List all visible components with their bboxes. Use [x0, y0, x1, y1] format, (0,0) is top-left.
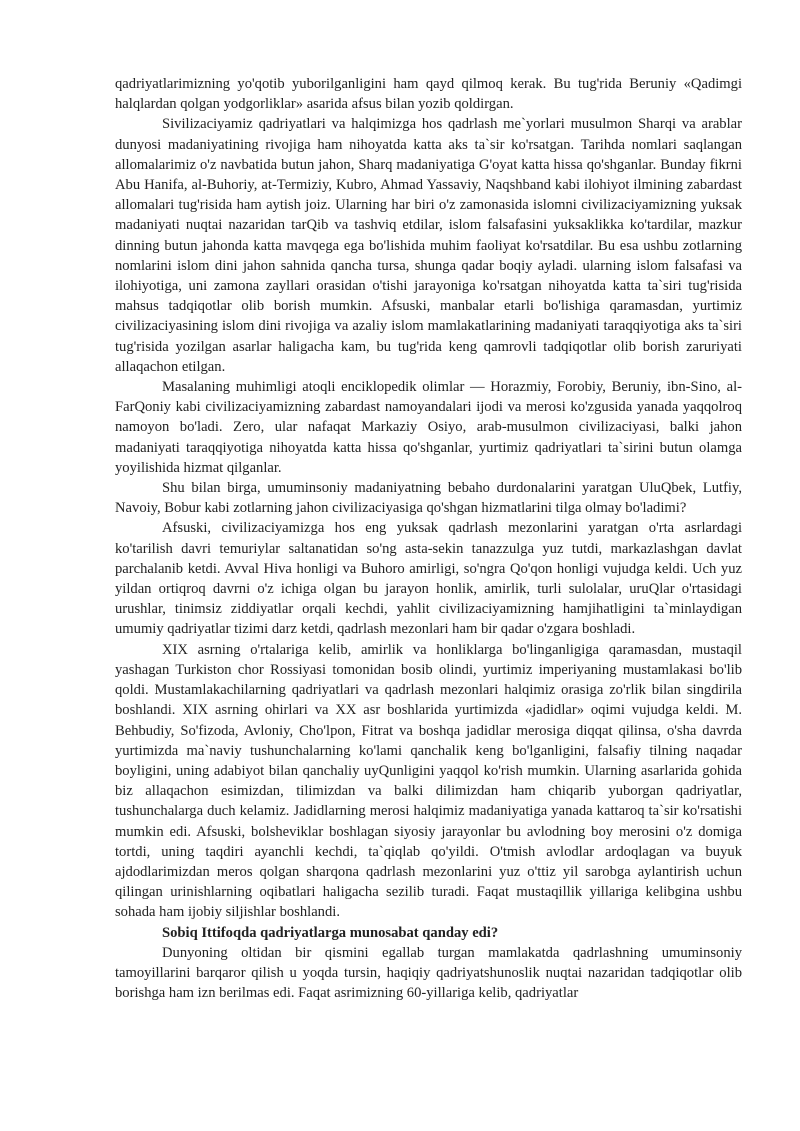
paragraph-colonial-period: XIX asrning o'rtalariga kelib, amirlik va honliklarga bo'linganligiga qaramasdan, mustaqil yashagan Turkiston chor Rossiyasi tomonidan bosib olindi, yurtimiz imperiyaning mustamlakasi bo'lib qoldi. Mustamlakachilarning qadriyatlari va qadrlash mezonlari halqimiz orasiga zo'rlik bilan singdirila boshlandi. XIX asrning ohirlari va XX asr boshlarida yurtimizda «jadidlar» oqimi vujudga keldi. M. Behbudiy, So'fizoda, Avloniy, Cho'lpon, Fitrat va boshqa jadidlar merosiga diqqat qilinsa, o'sha davrda yurtimizda ma`naviy tushunchalarning ko'lami qanchalik keng bo'lganligini, falsafiy tilning naqadar boyligini, uning adabiyot bilan qanchaliy uyQunligini yaqqol ko'rish mumkin. Ularning asarlarida gohida biz allaqachon esimizdan, tilimizdan va balki dilimizdan ham chiqarib yuborgan qadriyatlar, tushunchalarga duch kelamiz. Jadidlarning merosi halqimiz madaniyatiga yanada kattaroq ta`sir ko'rsatishi mumkin edi. Afsuski, bolsheviklar boshlagan siyosiy jarayonlar bu avlodning boy merosini o'z domiga tortdi, uning taqdiri ayanchli kechdi, ta`qiqlab qo'yildi. O'tmish avlodlar ardoqlagan va buyuk ajdodlarimizdan meros qolgan sharqona qadrlash mezonlarini yuz o'ttiz yil sarobga aylantirish uchun qilingan urinishlarning oqibatlari haligacha sezilib turadi. Faqat mustaqillik yillariga kelibgina ushbu sohada ham ijobiy siljishlar boshlandi. [115, 641, 742, 921]
paragraph-civilization-values: Sivilizaciyamiz qadriyatlari va halqimizga hos qadrlash me`yorlari musulmon Sharqi va arablar dunyosi madaniyatining rivojiga ham nihoyatda katta aks ta`sir ko'rsatgan. Tarihda nomlari saqlangan allomalarimiz o'z navbatida butun jahon, Sharq madaniyatiga G'oyat katta hissa qo'shganlar. Bunday fikrni Abu Hanifa, al-Buhoriy, at-Termiziy, Kubro, Ahmad Yassaviy, Naqshband kabi ilohiyot ilmining zabardast allomalari tug'risida ham aytish joiz. Ularning har biri o'z zamonasida islomni civilizaciyamizning yuksak madaniyati nuqtai nazaridan tarQib va tashviq etdilar, islom falsafasini yuksaklikka ko'tardilar, mazkur dinning butun jahonda katta mavqega ega bo'lishida muhim faoliyat ko'rsatdilar. Bu esa ushbu zotlarning nomlarini islom dini jahon sahnida qancha tursa, shunga qadar boqiy ayladi. ularning islom falsafasi va ilohiyotiga, uni zamona zayllari orasidan o'tishi jarayoniga ko'rsatgan nihoyatda katta ta`siri tug'risida mahsus tadqiqotlar olib borish mumkin. Afsuski, manbalar etarli bo'lishiga qaramasdan, yurtimiz civilizaciyasining islom dini rivojiga va azaliy islom mamlakatlarining madaniyati taraqqiyotiga aks ta`siri tug'risida yozilgan asarlar haligacha kam, bu tug'rida keng qamrovli tadqiqotlar olib borish zaruriyati allaqachon etilgan. [115, 116, 742, 375]
paragraph-universal-culture: Shu bilan birga, umuminsoniy madaniyatning bebaho durdonalarini yaratgan UluQbek, Lutfiy, Navoiy, Bobur kabi zotlarning jahon civilizaciyasiga qo'shgan hizmatlarini tilga olmay bo'ladimi? [115, 480, 742, 517]
document-page [115, 74, 742, 1003]
paragraph-encyclopedic-scholars: Masalaning muhimligi atoqli enciklopedik olimlar — Horazmiy, Forobiy, Beruniy, ibn-Sino, al-FarQoniy kabi civilizaciyamizning zabardast namoyandalari ijodi va merosi ko'zgusida yanada yaqqolroq namoyon bo'ladi. Zero, ular nafaqat Markaziy Osiyo, arab-musulmon civilizaciyasi, balki jahon madaniyati taraqqiyotiga nihoyatda katta hissa qo'shganlar, yurtimiz qadriyatlari ta`sirini butun olamga yoyilishida hizmat qilganlar. [115, 379, 742, 476]
paragraph-continuation: qadriyatlarimizning yo'qotib yuborilganligini ham qayd qilmoq kerak. Bu tug'rida Beruniy «Qadimgi halqlardan qolgan yodgorliklar» asarida afsus bilan yozib qoldirgan. [115, 76, 742, 113]
section-heading: Sobiq Ittifoqda qadriyatlarga munosabat qanday edi? [162, 924, 499, 941]
paragraph-soviet-union: Dunyoning oltidan bir qismini egallab turgan mamlakatda qadrlashning umuminsoniy tamoyillarini barqaror qilish u yoqda tursin, haqiqiy qadriyatshunoslik nuqtai nazaridan tadqiqotlar olib borishga ham izn berilmas edi. Faqat asrimizning 60-yillariga kelib, qadriyatlar [115, 944, 742, 1002]
paragraph-decline: Afsuski, civilizaciyamizga hos eng yuksak qadrlash mezonlarini yaratgan o'rta asrlardagi ko'tarilish davri temuriylar saltanatidan so'ng asta-sekin tanazzulga yuz tutdi, markazlashgan davlat parchalanib ketdi. Avval Hiva honligi va Buhoro amirligi, so'ngra Qo'qon honligi vujudga keldi. Uch yuz yildan ortiqroq davrni o'z ichiga olgan bu jarayon honlik, amirlik, turli sulolalar, uruQlar o'rtasidagi urushlar, tinimsiz ziddiyatlar orqali kechdi, yahlit civilizaciyamizning hamjihatligini ta`minlaydigan umumiy qadriyatlar tizimi darz ketdi, qadrlash mezonlari ham bir qadar o'zgara boshladi. [115, 520, 742, 638]
